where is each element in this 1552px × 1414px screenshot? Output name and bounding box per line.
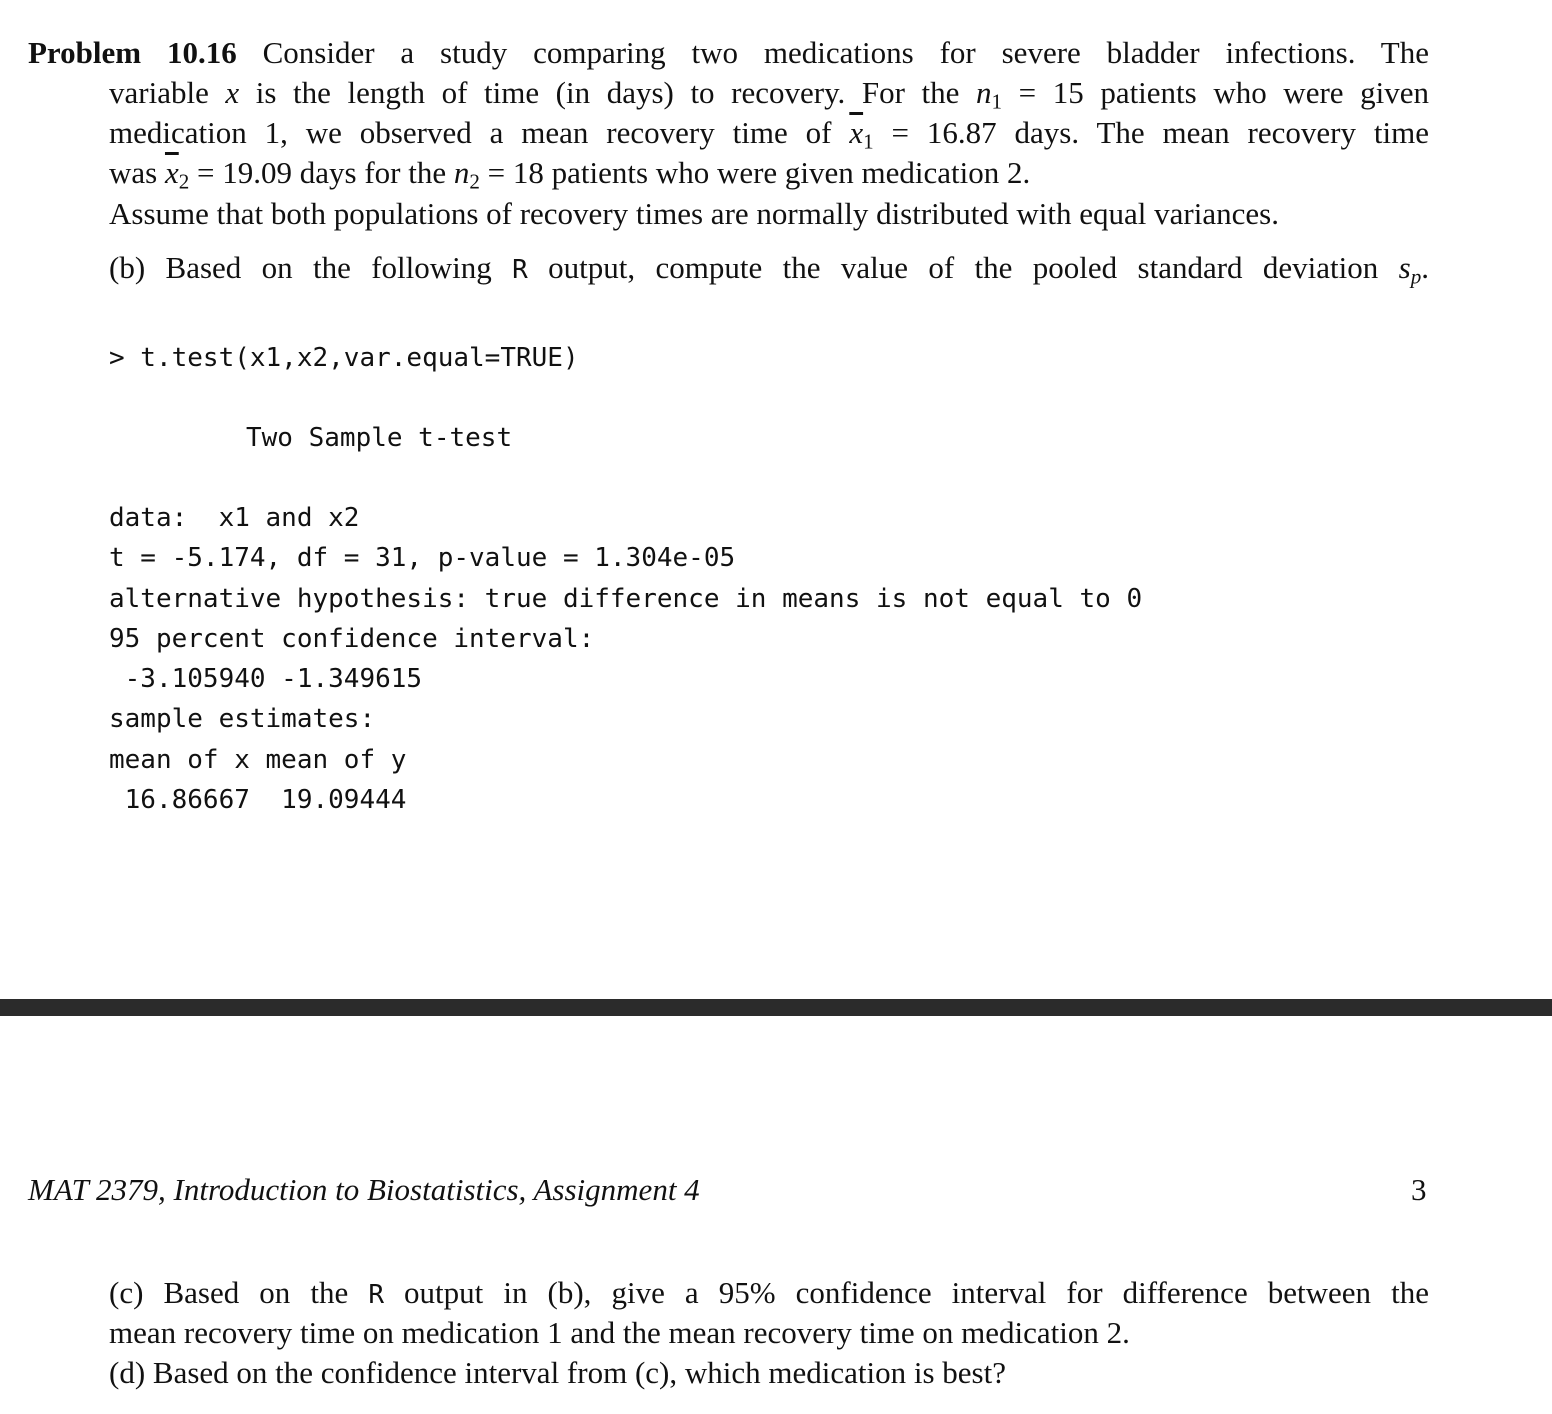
page-number: 3: [1411, 1172, 1427, 1207]
part-b-question: [109, 248, 1429, 296]
r-keyword: R: [512, 255, 528, 285]
math-sub: p: [1410, 264, 1422, 289]
math-xbar: $\overline{x}$: [164, 155, 179, 190]
text-fragment: = 19.09 days for the: [189, 155, 454, 190]
text-fragment: = 18 patients who were given medication 2.: [479, 155, 1031, 190]
math-sub: 2: [178, 169, 190, 194]
math-xbar: $\overline{x}$: [849, 115, 864, 150]
math-n: n: [976, 75, 992, 110]
text-fragment: output, compute the value of the pooled standard deviation: [527, 250, 1399, 285]
r-keyword: R: [368, 1280, 384, 1310]
math-s: s: [1398, 250, 1411, 285]
math-sub: 1: [863, 129, 874, 154]
r-estimates-values: 16.86667 19.09444: [109, 785, 407, 815]
part-c-line-2: mean recovery time on medication 1 and the mean recovery time on medication 2.: [109, 1315, 1130, 1350]
page-divider: [0, 999, 1552, 1016]
r-estimates-header: mean of x mean of y: [109, 745, 407, 775]
problem-label: Problem 10.16: [28, 35, 237, 70]
r-command: > t.test(x1,x2,var.equal=TRUE): [109, 343, 579, 373]
problem-text: Consider a study comparing two medications for severe bladder infections. The: [262, 35, 1429, 70]
math-sub: 1: [991, 89, 1003, 114]
text-fragment: = 16.87 days. The mean recovery time: [873, 115, 1429, 150]
text-fragment: .: [1421, 250, 1429, 285]
r-ci-label: 95 percent confidence interval:: [109, 624, 595, 654]
math-n: n: [453, 155, 470, 190]
problem-line-1: [28, 33, 1429, 73]
text-fragment: = 15 patients who were given: [1002, 75, 1429, 110]
r-data-line: data: x1 and x2: [109, 503, 360, 533]
course-header: MAT 2379, Introduction to Biostatistics, Assignment 4: [28, 1172, 700, 1207]
math-x: x: [225, 75, 240, 110]
r-stats-line: t = -5.174, df = 31, p-value = 1.304e-05: [109, 543, 736, 573]
part-c-line-1: [109, 1273, 1429, 1315]
text-fragment: variable: [109, 75, 226, 110]
text-fragment: (c) Based on the: [109, 1275, 369, 1310]
part-d-question: (d) Based on the confidence interval from (c), which medication is best?: [109, 1355, 1006, 1390]
r-alternative-line: alternative hypothesis: true difference in means is not equal to 0: [109, 584, 1143, 614]
text-fragment: medication 1, we observed a mean recovery time of: [109, 115, 850, 150]
math-sub: 2: [469, 169, 480, 194]
text-fragment: (b) Based on the following: [109, 250, 513, 285]
problem-assumption: Assume that both populations of recovery times are normally distributed with equal variances.: [109, 196, 1279, 231]
r-ci-values: -3.105940 -1.349615: [109, 664, 423, 694]
text-fragment: is the length of time (in days) to recovery. For the: [239, 75, 977, 110]
r-estimates-label: sample estimates:: [109, 704, 376, 734]
text-fragment: was: [109, 155, 165, 190]
text-fragment: output in (b), give a 95% confidence interval for difference between the: [383, 1275, 1429, 1310]
r-test-title: Two Sample t-test: [246, 423, 513, 453]
